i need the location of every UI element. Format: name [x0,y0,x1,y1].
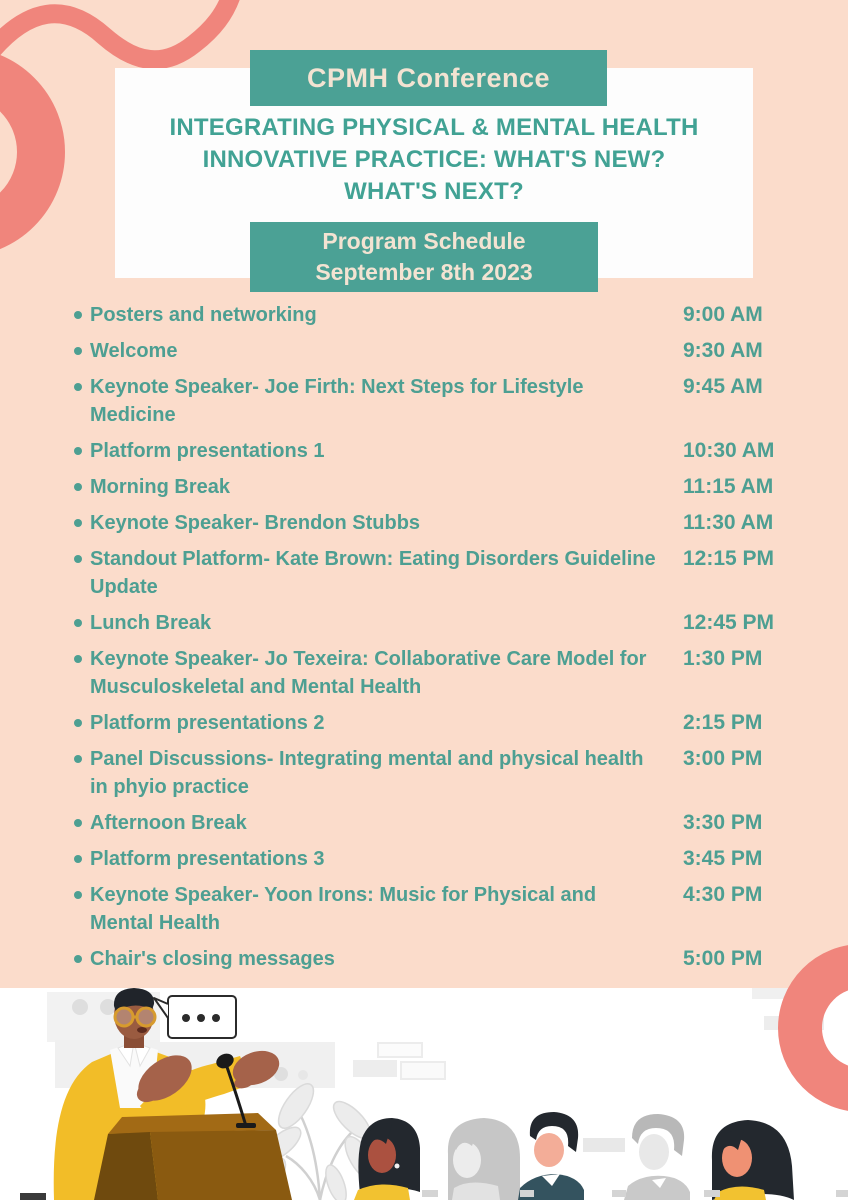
schedule-row [72,709,848,737]
conference-name-banner [250,50,607,106]
schedule-item-title: Afternoon Break [90,812,247,834]
bullet-icon [74,755,82,763]
schedule-item-time: 4:30 PM [683,883,763,906]
bullet-icon [74,383,82,391]
schedule-row [72,945,848,973]
audience-member-longhair-woman [712,1120,794,1200]
decorative-ring [0,71,41,233]
schedule-row [72,881,848,937]
bullet-icon [74,519,82,527]
schedule-row [72,845,848,873]
schedule-row [72,373,848,429]
schedule-item-time: 11:30 AM [683,511,774,534]
schedule-item-time: 1:30 PM [683,647,763,670]
schedule-item-title: Keynote Speaker- Jo Texeira: Collaborative Care Model for Musculoskeletal and Mental Health [90,648,647,698]
schedule-row [72,545,848,601]
schedule-item-time: 10:30 AM [683,439,775,462]
schedule-item-time: 12:15 PM [683,547,775,570]
schedule-row [72,437,848,465]
bullet-icon [74,619,82,627]
schedule-item-title: Standout Platform- Kate Brown: Eating Disorders Guideline Update [90,548,656,598]
bullet-icon [74,483,82,491]
decorative-squiggle [0,0,233,60]
schedule-item-title: Keynote Speaker- Brendon Stubbs [90,512,421,534]
schedule-row [72,337,848,365]
schedule-item-time: 3:45 PM [683,847,763,870]
bullet-icon [74,955,82,963]
schedule-item-title: Platform presentations 3 [90,848,325,870]
schedule-item-title: Keynote Speaker- Yoon Irons: Music for Physical and Mental Health [90,884,597,934]
conference-title [115,112,753,208]
schedule-item-title: Panel Discussions- Integrating mental and physical health in phyio practice [90,748,644,798]
bullet-icon [74,347,82,355]
bullet-icon [74,655,82,663]
schedule-item-time: 11:15 AM [683,475,774,498]
schedule-item-time: 3:30 PM [683,811,763,834]
audience [354,1112,794,1200]
schedule-item-title: Platform presentations 1 [90,440,325,462]
program-schedule-banner [250,222,598,292]
schedule-row [72,645,848,701]
title-line-2: INNOVATIVE PRACTICE: WHAT'S NEW? [202,146,666,173]
schedule-item-title: Welcome [90,340,178,362]
schedule-row [72,809,848,837]
audience-member-sweater-man [518,1112,584,1200]
bullet-icon [74,855,82,863]
schedule-item-time: 2:15 PM [683,711,763,734]
audience-member-grey-man [624,1114,690,1200]
audience-member-grey-woman [448,1118,520,1200]
title-line-3: WHAT'S NEXT? [344,178,524,205]
schedule-item-time: 9:45 AM [683,375,763,398]
schedule-row [72,301,848,329]
bullet-icon [74,311,82,319]
bullet-icon [74,891,82,899]
schedule-item-time: 9:00 AM [683,303,763,326]
bullet-icon [74,447,82,455]
schedule-item-title: Morning Break [90,476,231,498]
decorative-donut [760,944,848,1114]
title-line-1: INTEGRATING PHYSICAL & MENTAL HEALTH [169,114,699,141]
bullet-icon [74,555,82,563]
bullet-icon [74,819,82,827]
conference-name: CPMH Conference [306,62,551,93]
schedule-row [72,609,848,637]
schedule-row [72,509,848,537]
schedule-item-title: Posters and networking [90,304,317,326]
illustration-band [0,988,848,1200]
program-date: September 8th 2023 [315,259,533,285]
speaker-illustration [0,988,848,1200]
schedule-item-time: 5:00 PM [683,947,763,970]
schedule-item-title: Lunch Break [90,612,212,634]
podium [94,1113,292,1200]
speech-bubble [154,996,236,1038]
schedule-item-time: 3:00 PM [683,747,763,770]
schedule-item-title: Keynote Speaker- Joe Firth: Next Steps for Lifestyle Medicine [90,376,584,426]
schedule-item-time: 12:45 PM [683,611,775,634]
bullet-icon [74,719,82,727]
schedule-item-time: 9:30 AM [683,339,763,362]
schedule-row [72,473,848,501]
speech-bubble-dots [182,1014,220,1022]
schedule-item-title: Platform presentations 2 [90,712,325,734]
schedule-item-title: Chair's closing messages [90,948,335,970]
schedule-row [72,745,848,801]
program-label: Program Schedule [322,228,526,254]
schedule-list [72,301,848,981]
